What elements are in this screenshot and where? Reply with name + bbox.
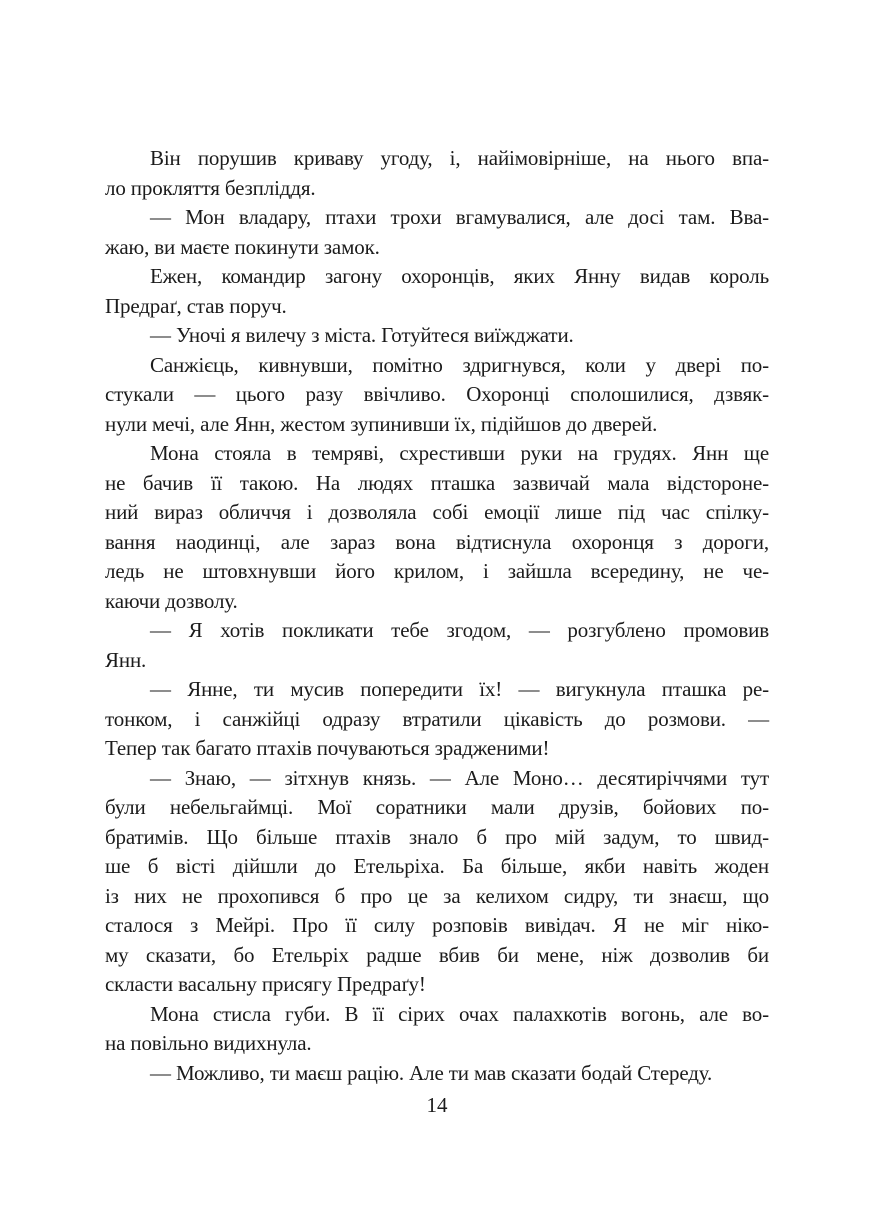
text-line: — Уночі я вилечу з міста. Готуйтеся виїжджати. [150, 323, 574, 347]
page-number: 14 [426, 1093, 448, 1117]
paragraph [105, 1059, 769, 1089]
text-line: ледь не штовхнувши його крилом, і зайшла всередину, не че- [105, 559, 769, 583]
paragraph [105, 144, 769, 203]
text-line: Тепер так багато птахів почуваються зрадженими! [105, 736, 550, 760]
text-line: нули мечі, але Янн, жестом зупинивши їх, підійшов до дверей. [105, 411, 658, 436]
text-block [105, 144, 769, 1088]
paragraph [105, 321, 769, 351]
text-line: ний вираз обличчя і дозволяла собі емоції лише під час спілку- [105, 500, 769, 524]
text-line: сталося з Мейрі. Про її силу розповів вивідач. Я не міг ніко- [105, 913, 769, 937]
paragraph [105, 351, 769, 440]
paragraph [105, 203, 769, 262]
text-line: Санжієць, кивнувши, помітно здригнувся, коли у двері по- [150, 352, 769, 377]
text-line: Він порушив криваву угоду, і, найімовірніше, на нього впа- [150, 146, 769, 170]
paragraph [105, 675, 769, 764]
text-line: ло прокляття безпліддя. [105, 175, 316, 200]
text-line: із них не прохопився б про це за келихом сидру, ти знаєш, що [105, 883, 769, 908]
paragraph [105, 439, 769, 616]
text-line: були небельгаймці. Мої соратники мали друзів, бойових по- [105, 795, 769, 819]
text-line: не бачив її такою. На людях пташка зазвичай мала відстороне- [105, 470, 769, 495]
text-line: Мона стояла в темряві, схрестивши руки на грудях. Янн ще [150, 441, 769, 465]
text-line: — Можливо, ти маєш рацію. Але ти мав сказати бодай Стереду. [150, 1060, 713, 1085]
text-line: Мона стисла губи. В її сірих очах палахкотів вогонь, але во- [150, 1001, 769, 1026]
paragraph [105, 616, 769, 675]
text-line: Янн. [105, 647, 147, 672]
text-line: — Я хотів покликати тебе згодом, — розгублено промовив [150, 618, 769, 642]
text-line: каючи дозволу. [105, 588, 238, 613]
text-line: ше б вісті дійшли до Етельріха. Ба більше, якби навіть жоден [105, 854, 769, 878]
text-line: Ежен, командир загону охоронців, яких Янну видав король [150, 264, 769, 288]
text-line: — Знаю, — зітхнув князь. — Але Моно… десятиріччями тут [150, 765, 769, 790]
text-line: на повільно видихнула. [105, 1031, 312, 1055]
text-line: жаю, ви маєте покинути замок. [105, 234, 380, 259]
text-line: вання наодинці, але зараз вона відтиснула охоронця з дороги, [105, 529, 769, 554]
text-line: скласти васальну присягу Предраґу! [105, 972, 426, 996]
paragraph [105, 764, 769, 1000]
text-line: — Янне, ти мусив попередити їх! — вигукнула пташка ре- [150, 677, 769, 701]
paragraph [105, 1000, 769, 1059]
text-line: тонком, і санжійці одразу втратили цікавість до розмови. — [105, 706, 769, 731]
text-line: — Мон владару, птахи трохи вгамувалися, але досі там. Вва- [150, 205, 769, 229]
text-line: Предраґ, став поруч. [105, 293, 287, 318]
text-line: стукали — цього разу ввічливо. Охоронці сполошилися, дзвяк- [105, 382, 769, 406]
text-line: братимів. Що більше птахів знало б про мій задум, то швид- [105, 824, 769, 849]
paragraph [105, 262, 769, 321]
text-line: му сказати, бо Етельріх радше вбив би мене, ніж дозволив би [105, 942, 769, 967]
